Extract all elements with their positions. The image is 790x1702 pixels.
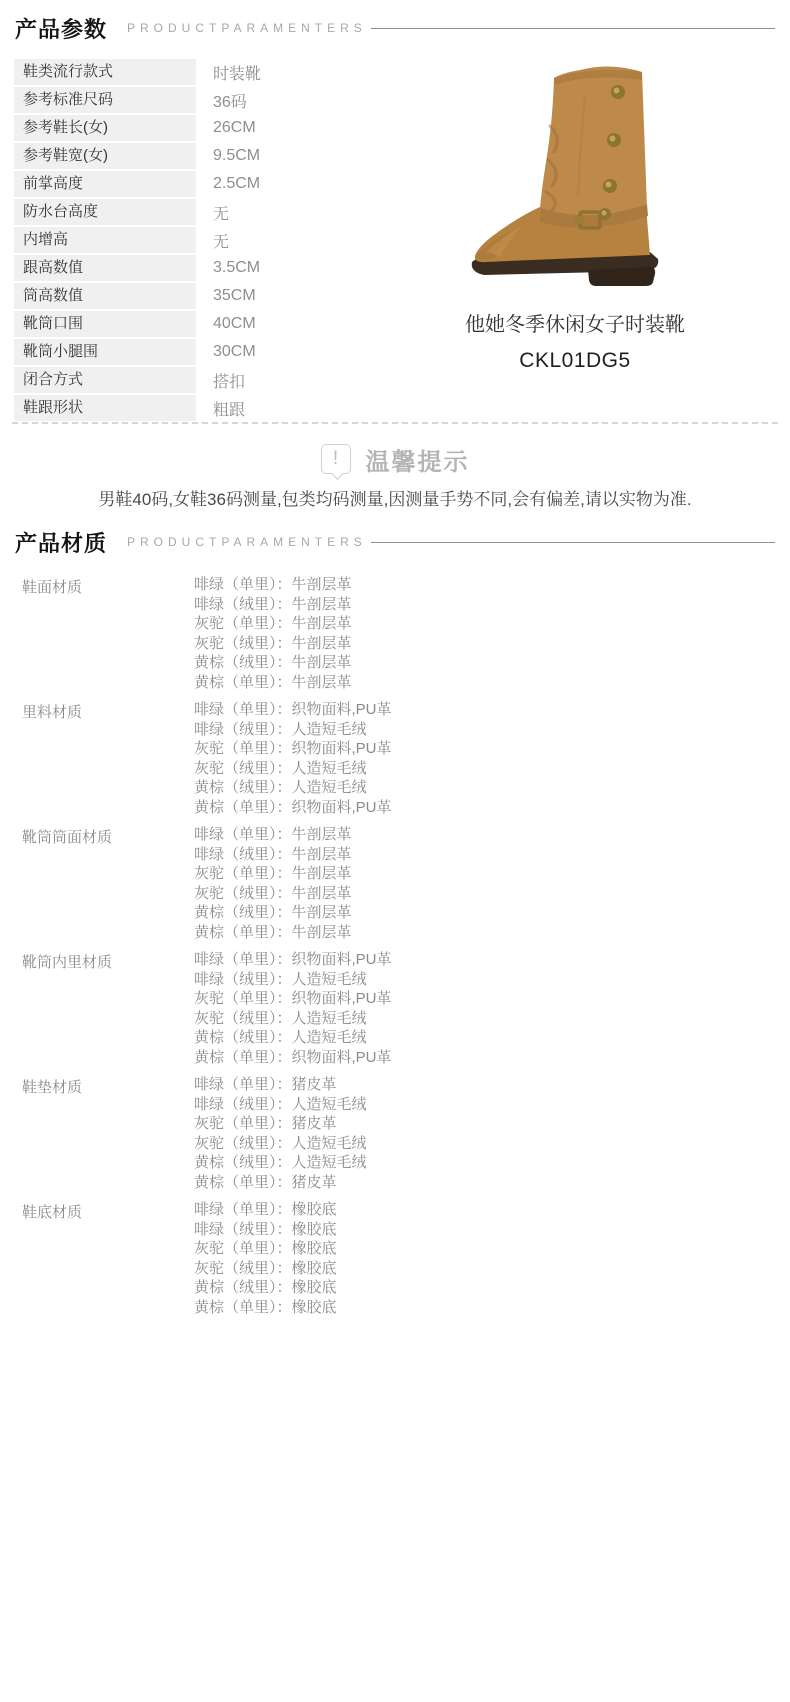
param-label: 闭合方式: [14, 367, 196, 393]
material-line: 啡绿（绒里）：人造短毛绒: [194, 720, 367, 738]
param-label: 靴筒口围: [14, 311, 196, 337]
material-lines: [194, 950, 392, 1067]
param-value: 40CM: [213, 315, 256, 332]
params-section-header: [0, 12, 790, 44]
material-group: [22, 950, 790, 1067]
product-column: [370, 52, 780, 373]
param-label: 靴筒小腿围: [14, 339, 196, 365]
param-row: [14, 199, 394, 225]
param-row: [14, 115, 394, 141]
materials-section-title: 产品材质: [15, 530, 108, 556]
param-row: [14, 87, 394, 113]
material-line: 灰驼（单里）：织物面料,PU革: [194, 990, 392, 1007]
material-label: 靴筒筒面材质: [22, 829, 113, 846]
param-row: [14, 171, 394, 197]
material-line: 灰驼（绒里）：人造短毛绒: [194, 1134, 367, 1152]
material-line: 啡绿（绒里）：人造短毛绒: [194, 970, 367, 988]
material-group: [22, 700, 790, 817]
header-rule: [371, 28, 775, 29]
param-row: [14, 59, 394, 85]
top-area: [0, 44, 790, 422]
param-row: [14, 311, 394, 337]
material-label: 鞋垫材质: [22, 1079, 83, 1096]
boot-illustration: [450, 56, 700, 294]
tips-text: 男鞋40码,女鞋36码测量,包类均码测量,因测量手势不同,会有偏差,请以实物为准.: [98, 490, 692, 509]
product-model: CKL01DG5: [519, 349, 631, 372]
material-line: 灰驼（绒里）：牛剖层革: [194, 884, 352, 902]
material-label: 鞋底材质: [22, 1204, 83, 1221]
param-row: [14, 255, 394, 281]
tips-block: [0, 439, 790, 510]
param-value: 3.5CM: [213, 259, 261, 276]
material-line: 黄棕（单里）：织物面料,PU革: [194, 798, 392, 816]
material-label: 鞋面材质: [22, 579, 83, 596]
param-value: 2.5CM: [213, 175, 261, 192]
material-lines: [194, 1075, 367, 1192]
param-row: [14, 367, 394, 393]
material-line: 啡绿（单里）：猪皮革: [194, 1076, 337, 1093]
material-line: 啡绿（绒里）：人造短毛绒: [194, 1095, 367, 1113]
material-line: 黄棕（单里）：牛剖层革: [194, 673, 352, 691]
material-line: 黄棕（单里）：织物面料,PU革: [194, 1048, 392, 1066]
param-value: 30CM: [213, 343, 256, 360]
params-section-subtitle: PRODUCTPARAMENTERS: [127, 21, 367, 35]
materials-list: [0, 575, 790, 1317]
material-line: 灰驼（单里）：橡胶底: [194, 1240, 337, 1257]
param-row: [14, 283, 394, 309]
material-group: [22, 1200, 790, 1317]
material-line: 黄棕（单里）：橡胶底: [194, 1298, 337, 1316]
param-label: 前掌高度: [14, 171, 196, 197]
param-label: 参考鞋长(女): [14, 115, 196, 141]
material-line: 啡绿（单里）：橡胶底: [194, 1201, 337, 1218]
param-row: [14, 227, 394, 253]
param-value: 粗跟: [213, 401, 246, 419]
material-line: 黄棕（绒里）：人造短毛绒: [194, 779, 367, 796]
materials-section-subtitle: PRODUCTPARAMENTERS: [127, 535, 367, 549]
param-label: 筒高数值: [14, 283, 196, 309]
product-title: 他她冬季休闲女子时装靴: [465, 314, 685, 336]
tips-title: 温馨提示: [365, 448, 470, 476]
param-label: 参考鞋宽(女): [14, 143, 196, 169]
material-line: 黄棕（绒里）：人造短毛绒: [194, 1029, 367, 1046]
material-line: 啡绿（绒里）：牛剖层革: [194, 595, 352, 613]
param-row: [14, 339, 394, 365]
material-line: 灰驼（单里）：织物面料,PU革: [194, 740, 392, 757]
param-value: 搭扣: [213, 373, 246, 391]
material-line: 啡绿（单里）：织物面料,PU革: [194, 701, 392, 718]
param-label: 跟高数值: [14, 255, 196, 281]
tips-header: [0, 439, 790, 479]
material-line: 灰驼（绒里）：人造短毛绒: [194, 759, 367, 777]
param-value: 时装靴: [213, 65, 262, 83]
param-value: 无: [213, 205, 230, 223]
material-lines: [194, 1200, 337, 1317]
material-line: 黄棕（绒里）：牛剖层革: [194, 654, 352, 671]
material-line: 啡绿（单里）：织物面料,PU革: [194, 951, 392, 968]
param-value: 无: [213, 233, 230, 251]
material-lines: [194, 825, 352, 942]
param-label: 内增高: [14, 227, 196, 253]
material-line: 啡绿（绒里）：橡胶底: [194, 1220, 337, 1238]
param-row: [14, 143, 394, 169]
material-lines: [194, 575, 352, 692]
material-label: 里料材质: [22, 704, 83, 721]
material-line: 灰驼（单里）：牛剖层革: [194, 615, 352, 632]
material-line: 黄棕（单里）：牛剖层革: [194, 923, 352, 941]
materials-section-header: [0, 526, 790, 558]
exclamation-icon: !: [321, 444, 351, 474]
material-line: 黄棕（绒里）：橡胶底: [194, 1279, 337, 1296]
material-line: 啡绿（绒里）：牛剖层革: [194, 845, 352, 863]
header-rule: [371, 542, 775, 543]
material-group: [22, 575, 790, 692]
params-section-title: 产品参数: [15, 16, 108, 42]
param-value: 36码: [213, 93, 247, 111]
material-lines: [194, 700, 392, 817]
param-value: 9.5CM: [213, 147, 261, 164]
param-value: 35CM: [213, 287, 256, 304]
material-line: 黄棕（绒里）：牛剖层革: [194, 904, 352, 921]
param-label: 参考标准尺码: [14, 87, 196, 113]
param-label: 鞋类流行款式: [14, 59, 196, 85]
param-row: [14, 395, 394, 421]
material-line: 灰驼（绒里）：橡胶底: [194, 1259, 337, 1277]
material-line: 黄棕（绒里）：人造短毛绒: [194, 1154, 367, 1171]
material-line: 灰驼（绒里）：人造短毛绒: [194, 1009, 367, 1027]
material-line: 灰驼（单里）：猪皮革: [194, 1115, 337, 1132]
material-line: 啡绿（单里）：牛剖层革: [194, 576, 352, 593]
param-value: 26CM: [213, 119, 256, 136]
params-table: [14, 59, 394, 423]
material-line: 黄棕（单里）：猪皮革: [194, 1173, 337, 1191]
param-label: 防水台高度: [14, 199, 196, 225]
param-label: 鞋跟形状: [14, 395, 196, 421]
material-group: [22, 1075, 790, 1192]
material-line: 灰驼（单里）：牛剖层革: [194, 865, 352, 882]
material-group: [22, 825, 790, 942]
material-line: 灰驼（绒里）：牛剖层革: [194, 634, 352, 652]
product-image: [370, 52, 780, 294]
material-label: 靴筒内里材质: [22, 954, 113, 971]
material-line: 啡绿（单里）：牛剖层革: [194, 826, 352, 843]
